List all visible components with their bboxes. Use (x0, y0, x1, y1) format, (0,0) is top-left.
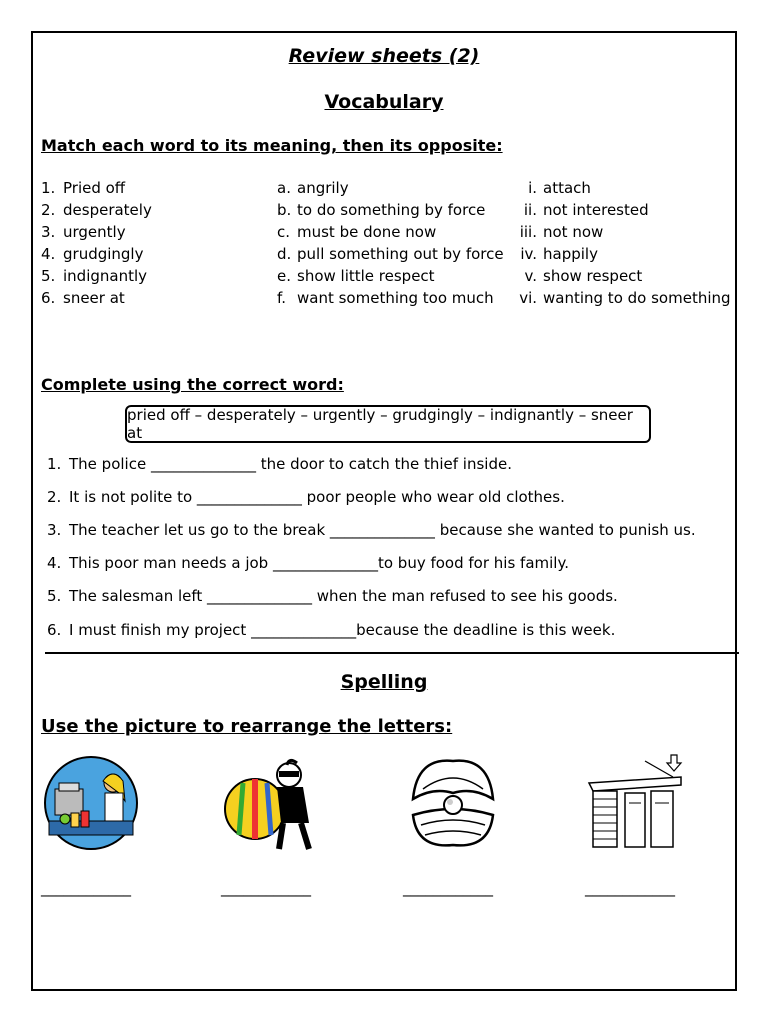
list-item: ii. not interested (523, 201, 649, 219)
sentence: 3. The teacher let us go to the break ______________ because she wanted to punish us. (47, 521, 696, 539)
shutter-picture (585, 753, 685, 853)
page-title: Review sheets (2) (288, 45, 480, 67)
list-item: vi. wanting to do something (519, 289, 731, 307)
word-bank-box: pried off – desperately – urgently – grudgingly – indignantly – sneer at (125, 405, 651, 443)
list-item: v. show respect (524, 267, 643, 285)
list-item: 4. grudgingly (41, 245, 144, 263)
thief-picture (221, 753, 321, 853)
list-item: c. must be done now (277, 223, 437, 241)
match-instruction: Match each word to its meaning, then its opposite: (41, 136, 503, 155)
sentence: 4. This poor man needs a job ______________to buy food for his family. (47, 554, 569, 572)
list-item: b. to do something by force (277, 201, 486, 219)
answer-blank: ____________ (403, 879, 493, 897)
answer-blank: ____________ (41, 879, 131, 897)
list-item: a. angrily (277, 179, 349, 197)
complete-instruction: Complete using the correct word: (41, 375, 344, 394)
list-item: 2. desperately (41, 201, 152, 219)
sentence: 5. The salesman left ______________ when the man refused to see his goods. (47, 587, 618, 605)
meaning-list (277, 177, 504, 309)
list-item: 6. sneer at (41, 289, 125, 307)
list-item: 3. urgently (41, 223, 126, 241)
pearl-shell-picture (403, 753, 503, 853)
list-item: iii. not now (519, 223, 604, 241)
spelling-heading: Spelling (340, 671, 428, 693)
section-divider (45, 652, 739, 654)
worksheet (31, 31, 737, 991)
opposite-list (509, 177, 731, 309)
list-item: d. pull something out by force (277, 245, 504, 263)
list-item: 5. indignantly (41, 267, 148, 285)
cashier-picture (41, 753, 141, 853)
answer-blank: ____________ (585, 879, 675, 897)
list-item: f. want something too much (277, 289, 494, 307)
sentence: 6. I must finish my project ______________because the deadline is this week. (47, 621, 616, 639)
list-item: iv. happily (520, 245, 598, 263)
list-item: 1. Pried off (41, 179, 126, 197)
list-item: i. attach (528, 179, 591, 197)
list-item: e. show little respect (277, 267, 435, 285)
rearrange-instruction: Use the picture to rearrange the letters: (41, 716, 453, 737)
word-list (41, 177, 152, 309)
sentence: 2. It is not polite to ______________ poor people who wear old clothes. (47, 488, 565, 506)
vocabulary-heading: Vocabulary (324, 91, 444, 113)
sentence: 1. The police ______________ the door to catch the thief inside. (47, 455, 512, 473)
answer-blank: ____________ (221, 879, 311, 897)
